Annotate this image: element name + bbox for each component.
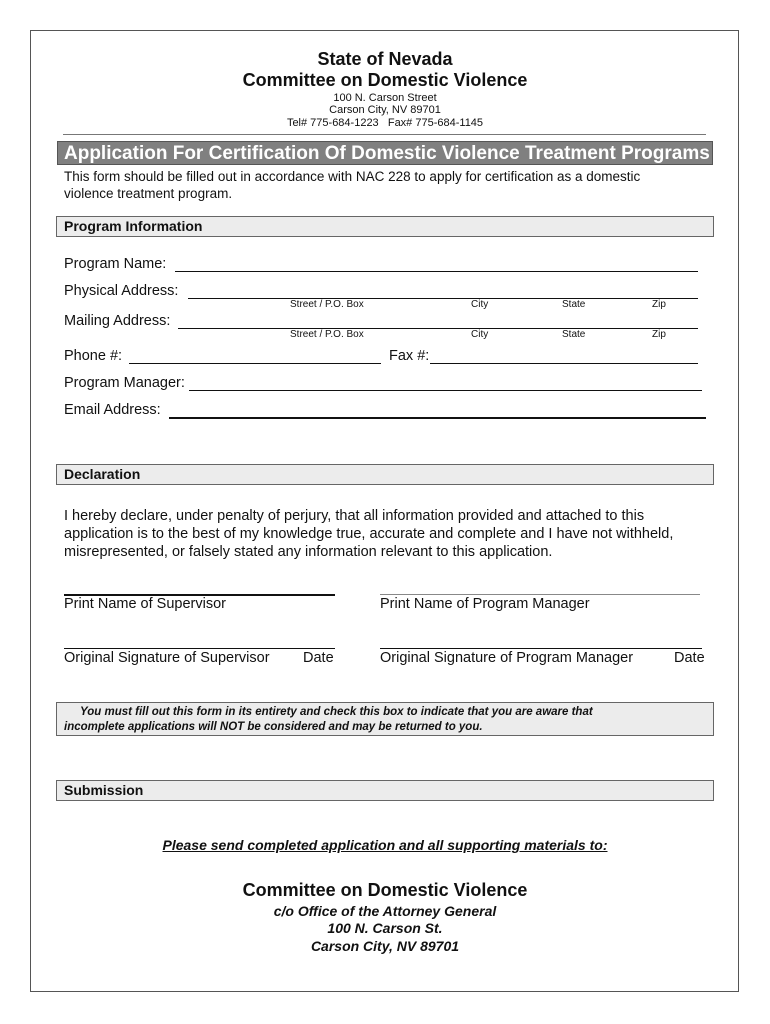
- mailing-city-sublabel: City: [471, 329, 489, 340]
- manager-date-label: Date: [674, 650, 705, 666]
- page-title-state: State of Nevada: [317, 49, 453, 69]
- completeness-notice-checkbox[interactable]: [56, 702, 714, 736]
- declaration-line-3: misrepresented, or falsely stated any information relevant to this application.: [64, 544, 553, 560]
- submission-care-of: c/o Office of the Attorney General: [273, 903, 497, 919]
- header-address-city: Carson City, NV 89701: [329, 104, 441, 116]
- manager-name-field[interactable]: [380, 580, 700, 595]
- sig-manager-label: Original Signature of Program Manager: [380, 650, 634, 666]
- supervisor-name-field[interactable]: [64, 580, 335, 596]
- email-label: Email Address:: [64, 402, 161, 418]
- mailing-address-field[interactable]: [178, 314, 698, 329]
- application-banner: Application For Certification Of Domestic Violence Treatment Programs: [57, 141, 713, 165]
- phone-field[interactable]: [129, 349, 381, 364]
- intro-line-2: violence treatment program.: [64, 186, 233, 201]
- sig-supervisor-label: Original Signature of Supervisor: [64, 650, 270, 666]
- physical-address-field[interactable]: [188, 284, 698, 299]
- submission-city: Carson City, NV 89701: [310, 938, 460, 954]
- phone-label: Phone #:: [64, 348, 123, 364]
- page-title-committee: Committee on Domestic Violence: [242, 70, 528, 90]
- program-manager-label: Program Manager:: [64, 375, 185, 391]
- intro-line-1: This form should be filled out in accordance with NAC 228 to apply for certification as a domestic: [64, 169, 641, 184]
- header-contact: Tel# 775-684-1223 Fax# 775-684-1145: [286, 117, 484, 129]
- mailing-street-sublabel: Street / P.O. Box: [290, 329, 364, 340]
- physical-zip-sublabel: Zip: [652, 299, 666, 310]
- physical-city-sublabel: City: [471, 299, 489, 310]
- declaration-line-1: I hereby declare, under penalty of perjury, that all information provided and attached to this: [64, 508, 645, 524]
- notice-line-1: You must fill out this form in its entirety and check this box to indicate that you are aware that: [80, 706, 593, 718]
- header-divider: [63, 134, 706, 135]
- manager-signature-field[interactable]: [380, 634, 702, 649]
- supervisor-date-label: Date: [303, 650, 334, 666]
- header-address-street: 100 N. Carson Street: [333, 92, 437, 104]
- physical-address-label: Physical Address:: [64, 283, 179, 299]
- section-declaration: Declaration: [56, 464, 714, 485]
- section-program-information: Program Information: [56, 216, 714, 237]
- program-name-label: Program Name:: [64, 256, 167, 272]
- program-name-field[interactable]: [175, 257, 698, 272]
- email-field[interactable]: [169, 403, 706, 419]
- mailing-zip-sublabel: Zip: [652, 329, 666, 340]
- submission-street: 100 N. Carson St.: [327, 920, 443, 936]
- declaration-line-2: application is to the best of my knowledge true, accurate and complete and I have not withheld,: [64, 526, 674, 542]
- submission-org: Committee on Domestic Violence: [242, 880, 528, 900]
- program-manager-field[interactable]: [189, 376, 702, 391]
- submission-instruction: Please send completed application and all supporting materials to:: [162, 837, 608, 853]
- print-manager-label: Print Name of Program Manager: [380, 596, 590, 612]
- supervisor-signature-field[interactable]: [64, 634, 335, 649]
- physical-street-sublabel: Street / P.O. Box: [290, 299, 364, 310]
- mailing-address-label: Mailing Address:: [64, 313, 171, 329]
- fax-field[interactable]: [430, 349, 698, 364]
- notice-line-2: incomplete applications will NOT be considered and may be returned to you.: [64, 721, 483, 733]
- fax-label: Fax #:: [389, 348, 430, 364]
- mailing-state-sublabel: State: [562, 329, 586, 340]
- physical-state-sublabel: State: [562, 299, 586, 310]
- print-supervisor-label: Print Name of Supervisor: [64, 596, 226, 612]
- section-submission: Submission: [56, 780, 714, 801]
